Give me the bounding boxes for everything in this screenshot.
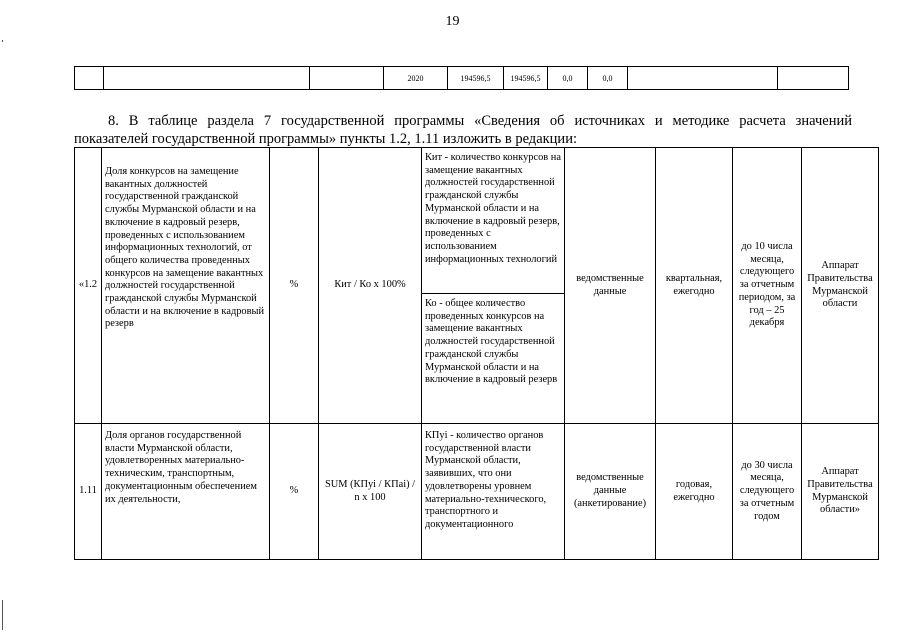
- scan-edge-mark: [2, 40, 3, 42]
- amendment-paragraph: [74, 112, 852, 148]
- page-number: 19: [445, 14, 460, 29]
- deadline: до 10 числа месяца, следующего за отчетным периодом, за год – 25 декабря: [733, 148, 802, 424]
- table-row: [75, 148, 879, 294]
- deadline: до 30 числа месяца, следующего за отчетным годом: [733, 424, 802, 560]
- periodicity: квартальная, ежегодно: [656, 148, 733, 424]
- table-cell: [104, 67, 310, 90]
- indicator-name: Доля органов государственной власти Мурманской области, удовлетворенных материально-техническим, транспортным, документационным обеспечением их деятельности,: [102, 424, 270, 560]
- previous-table-fragment: [74, 66, 849, 90]
- unit-cell: %: [270, 148, 319, 424]
- table-row: [75, 424, 879, 560]
- value-cell: 0,0: [588, 67, 628, 90]
- variable-description: КПуі - количество органов государственной власти Мурманской области, заявивших, что они удовлетворены уровнем материально-технического, транспортного и документационного: [422, 424, 565, 560]
- table-cell: [778, 67, 849, 90]
- table-cell: [628, 67, 778, 90]
- paragraph-line: 8. В таблице раздела 7 государственной программы «Сведения об источниках и методике расчета значений: [108, 113, 852, 129]
- table-row: [75, 67, 849, 90]
- formula-cell: SUM (КПуі / КПаі) / n х 100: [319, 424, 422, 560]
- data-source: ведомственные данные (анкетирование): [565, 424, 656, 560]
- value-cell: 194596,5: [448, 67, 504, 90]
- value-cell: 0,0: [548, 67, 588, 90]
- indicators-table: [74, 147, 879, 560]
- indicator-name: Доля конкурсов на замещение вакантных должностей государственной гражданской службы Мурманской области и на включение в кадровый резерв, проведенных с использованием информационных технологий, от общего количества проведенных конкурсов на замещение вакантных должностей государственной гражданской службы Мурманской области и на включение в кадровый резерв: [102, 148, 270, 424]
- variable-description: Ко - общее количество проведенных конкурсов на замещение вакантных должностей государственной гражданской службы Мурманской области и на включение в кадровый резерв: [422, 294, 565, 424]
- value-cell: 194596,5: [504, 67, 548, 90]
- data-source: ведомственные данные: [565, 148, 656, 424]
- periodicity: годовая, ежегодно: [656, 424, 733, 560]
- responsible-org: Аппарат Правительства Мурманской области: [802, 148, 879, 424]
- row-number: 1.11: [75, 424, 102, 560]
- paragraph-line: показателей государственной программы» пункты 1.2, 1.11 изложить в редакции:: [74, 131, 577, 147]
- variable-description: Кит - количество конкурсов на замещение вакантных должностей государственной гражданской службы Мурманской области и на включение в кадровый резерв, проведенных с использованием информационных технологий: [422, 148, 565, 294]
- responsible-org: Аппарат Правительства Мурманской области»: [802, 424, 879, 560]
- year-cell: 2020: [384, 67, 448, 90]
- table-cell: [75, 67, 104, 90]
- row-number: «1.2: [75, 148, 102, 424]
- formula-cell: Кит / Ко х 100%: [319, 148, 422, 424]
- unit-cell: %: [270, 424, 319, 560]
- table-cell: [310, 67, 384, 90]
- scan-edge-mark: [2, 600, 3, 630]
